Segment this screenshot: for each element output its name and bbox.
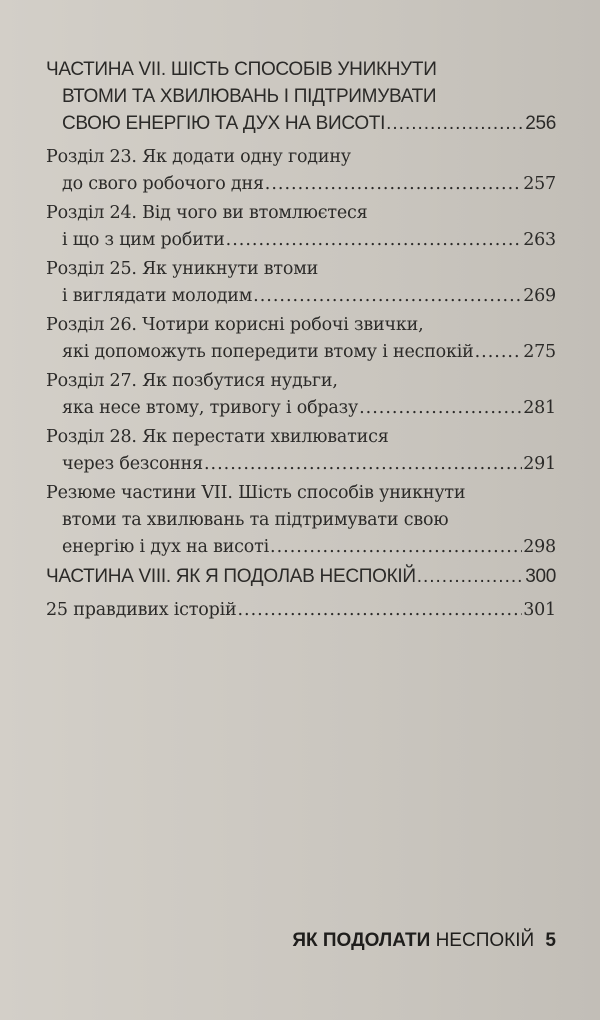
toc-entry-title: 25 правдивих історій xyxy=(46,600,237,620)
toc-page-number: 298 xyxy=(523,537,556,557)
dot-leader xyxy=(359,395,522,422)
page-number: 5 xyxy=(545,930,556,951)
toc-entry-title: через безсоння xyxy=(62,454,203,474)
footer-title-bold: ЯК ПОДОЛАТИ xyxy=(292,930,431,951)
toc-line xyxy=(46,171,556,198)
toc-entry xyxy=(46,368,556,422)
toc-entry xyxy=(46,312,556,366)
toc-line xyxy=(46,312,556,339)
toc-line xyxy=(46,110,556,137)
toc-entry-title: Розділ 25. Як уникнути втоми xyxy=(46,259,319,279)
toc-entry xyxy=(46,144,556,198)
table-of-contents xyxy=(46,56,556,626)
toc-entry xyxy=(46,200,556,254)
dot-leader xyxy=(204,451,522,478)
toc-line xyxy=(46,144,556,171)
toc-line xyxy=(46,227,556,254)
toc-entry-title: до свого робочого дня xyxy=(62,174,264,194)
toc-entry-title: енергію і дух на висоті xyxy=(62,537,269,557)
toc-entry-title: СВОЮ ЕНЕРГІЮ ТА ДУХ НА ВИСОТІ xyxy=(62,113,386,134)
toc-line xyxy=(46,563,556,590)
toc-entry-title: Розділ 28. Як перестати хвилюватися xyxy=(46,427,389,447)
toc-page-number: 291 xyxy=(523,454,556,474)
dot-leader xyxy=(475,339,523,366)
toc-entry xyxy=(46,597,556,624)
toc-entry-title: втоми та хвилювань та підтримувати свою xyxy=(62,510,449,530)
toc-entry-title: Розділ 24. Від чого ви втомлюєтеся xyxy=(46,203,368,223)
toc-entry-title: і виглядати молодим xyxy=(62,286,253,306)
toc-entry xyxy=(46,424,556,478)
toc-page-number: 263 xyxy=(523,230,556,250)
toc-entry xyxy=(46,56,556,137)
toc-line xyxy=(46,597,556,624)
toc-line xyxy=(46,283,556,310)
toc-entry-title: Розділ 23. Як додати одну годину xyxy=(46,147,351,167)
footer-title-regular: НЕСПОКІЙ xyxy=(435,930,535,951)
toc-entry-title: які допоможуть попередити втому і неспокій xyxy=(62,342,474,362)
toc-line xyxy=(46,507,556,534)
toc-page-number: 300 xyxy=(525,566,556,587)
toc-page-number: 269 xyxy=(523,286,556,306)
toc-entry xyxy=(46,256,556,310)
dot-leader xyxy=(237,597,522,624)
toc-page-number: 301 xyxy=(523,600,556,620)
toc-entry-title: Резюме частини VII. Шість способів уникнути xyxy=(46,483,466,503)
toc-entry xyxy=(46,480,556,561)
toc-entry-title: Розділ 27. Як позбутися нудьги, xyxy=(46,371,338,391)
toc-line xyxy=(46,451,556,478)
toc-entry-title: яка несе втому, тривогу і образу xyxy=(62,398,359,418)
toc-line xyxy=(46,200,556,227)
toc-entry xyxy=(46,563,556,590)
dot-leader xyxy=(270,534,522,561)
toc-entry-title: ЧАСТИНА VII. ШІСТЬ СПОСОБІВ УНИКНУТИ xyxy=(46,59,437,80)
toc-line xyxy=(46,56,556,83)
dot-leader xyxy=(226,227,523,254)
dot-leader xyxy=(417,563,525,590)
toc-line xyxy=(46,395,556,422)
running-footer xyxy=(292,930,556,952)
toc-page-number: 256 xyxy=(525,113,556,134)
toc-line xyxy=(46,256,556,283)
toc-entry-title: ЧАСТИНА VIII. ЯК Я ПОДОЛАВ НЕСПОКІЙ xyxy=(46,566,416,587)
toc-entry-title: ВТОМИ ТА ХВИЛЮВАНЬ І ПІДТРИМУВАТИ xyxy=(62,86,437,107)
toc-line xyxy=(46,368,556,395)
dot-leader xyxy=(253,283,522,310)
toc-line xyxy=(46,83,556,110)
toc-page-number: 257 xyxy=(523,174,556,194)
toc-page-number: 275 xyxy=(523,342,556,362)
toc-line xyxy=(46,534,556,561)
toc-entry-title: Розділ 26. Чотири корисні робочі звички, xyxy=(46,315,424,335)
dot-leader xyxy=(386,110,524,137)
toc-line xyxy=(46,424,556,451)
toc-entry-title: і що з цим робити xyxy=(62,230,225,250)
toc-page-number: 281 xyxy=(523,398,556,418)
toc-line xyxy=(46,480,556,507)
toc-line xyxy=(46,339,556,366)
dot-leader xyxy=(265,171,522,198)
